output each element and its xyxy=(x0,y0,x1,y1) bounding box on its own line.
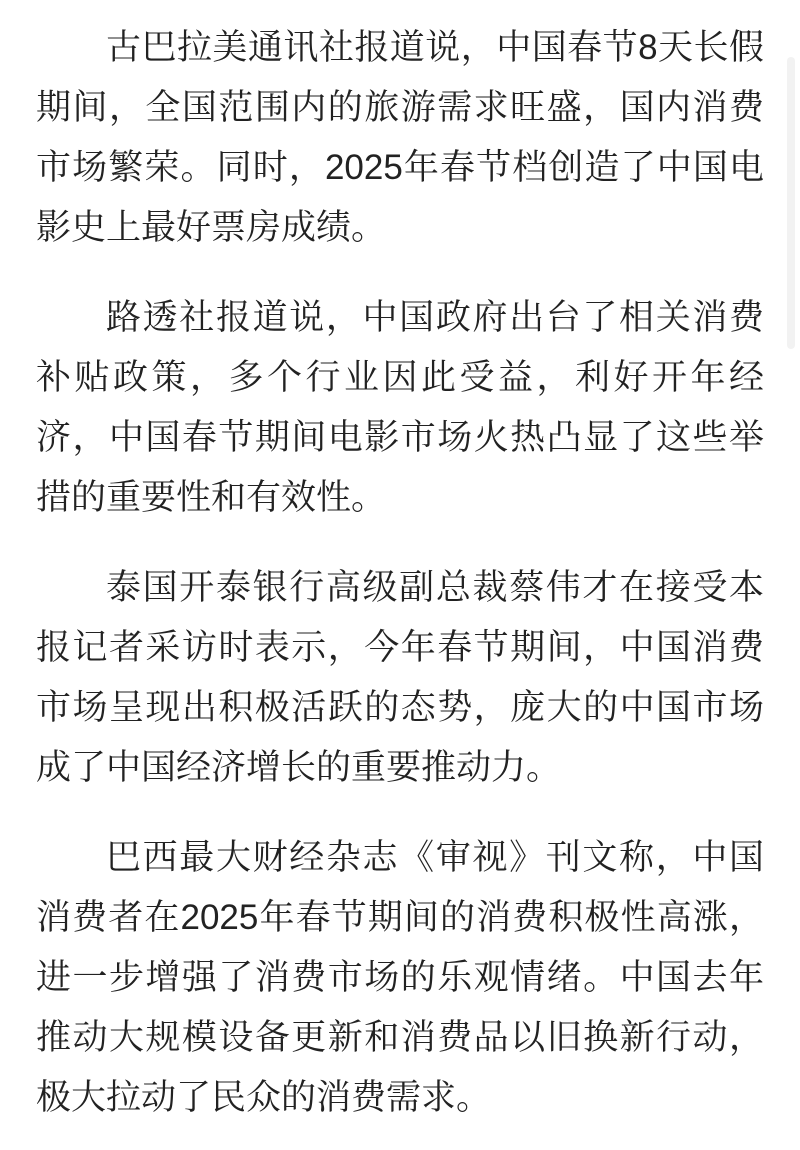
article-paragraph: 巴西最大财经杂志《审视》刊文称，中国消费者在2025年春节期间的消费积极性高涨，进一步增强了消费市场的乐观情绪。中国去年推动大规模设备更新和消费品以旧换新行动，极大拉动了民众的消费需求。 xyxy=(36,838,764,1117)
scrollbar-thumb[interactable] xyxy=(787,57,795,349)
article-paragraph: 泰国开泰银行高级副总裁蔡伟才在接受本报记者采访时表示，今年春节期间，中国消费市场呈现出积极活跃的态势，庞大的中国市场成了中国经济增长的重要推动力。 xyxy=(36,568,764,787)
article-body xyxy=(36,18,764,1128)
article-paragraph: 路透社报道说，中国政府出台了相关消费补贴政策，多个行业因此受益，利好开年经济，中国春节期间电影市场火热凸显了这些举措的重要性和有效性。 xyxy=(36,298,764,517)
article-paragraph: 古巴拉美通讯社报道说，中国春节8天长假期间，全国范围内的旅游需求旺盛，国内消费市场繁荣。同时，2025年春节档创造了中国电影史上最好票房成绩。 xyxy=(36,28,764,247)
